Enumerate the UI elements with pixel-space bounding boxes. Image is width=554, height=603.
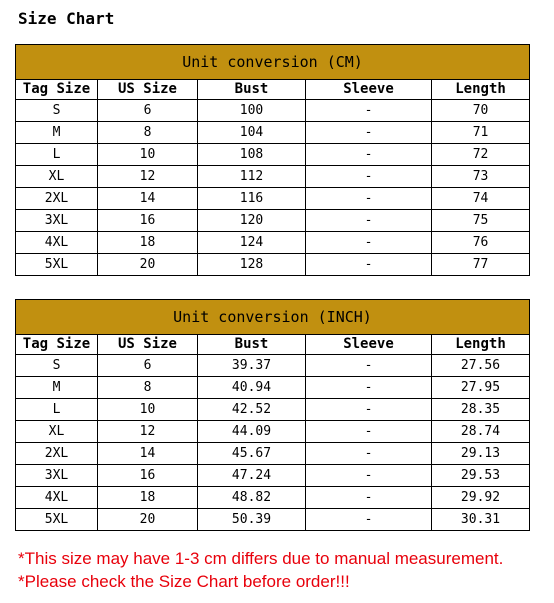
cell-sleeve: - [306, 166, 432, 188]
column-header-length: Length [432, 335, 530, 355]
cell-length: 27.95 [432, 377, 530, 399]
cell-us-size: 18 [98, 487, 198, 509]
cell-sleeve: - [306, 144, 432, 166]
cell-sleeve: - [306, 122, 432, 144]
table-row [16, 100, 530, 122]
note-measurement: *This size may have 1-3 cm differs due to manual measurement. [18, 549, 504, 568]
cell-bust: 48.82 [198, 487, 306, 509]
cell-bust: 124 [198, 232, 306, 254]
cell-tag-size: 3XL [16, 465, 98, 487]
cell-bust: 42.52 [198, 399, 306, 421]
cell-bust: 39.37 [198, 355, 306, 377]
cell-us-size: 20 [98, 509, 198, 531]
column-header-sleeve: Sleeve [306, 335, 432, 355]
table-heading-inch: Unit conversion (INCH) [16, 300, 530, 335]
cell-us-size: 14 [98, 443, 198, 465]
cell-length: 28.74 [432, 421, 530, 443]
size-table-inch [15, 299, 530, 531]
table-row [16, 377, 530, 399]
cell-tag-size: 2XL [16, 443, 98, 465]
cell-sleeve: - [306, 377, 432, 399]
column-header-tag-size: Tag Size [16, 335, 98, 355]
cell-bust: 50.39 [198, 509, 306, 531]
cell-tag-size: L [16, 399, 98, 421]
table-row [16, 254, 530, 276]
table-row [16, 487, 530, 509]
column-header-us-size: US Size [98, 335, 198, 355]
cell-tag-size: 5XL [16, 254, 98, 276]
cell-us-size: 16 [98, 210, 198, 232]
cell-length: 74 [432, 188, 530, 210]
table-row [16, 210, 530, 232]
cell-sleeve: - [306, 355, 432, 377]
cell-length: 71 [432, 122, 530, 144]
cell-length: 73 [432, 166, 530, 188]
cell-tag-size: 5XL [16, 509, 98, 531]
cell-tag-size: XL [16, 166, 98, 188]
cell-sleeve: - [306, 487, 432, 509]
cell-tag-size: 4XL [16, 232, 98, 254]
cell-sleeve: - [306, 443, 432, 465]
cell-length: 75 [432, 210, 530, 232]
cell-length: 70 [432, 100, 530, 122]
cell-length: 76 [432, 232, 530, 254]
cell-tag-size: 3XL [16, 210, 98, 232]
cell-sleeve: - [306, 399, 432, 421]
cell-us-size: 12 [98, 166, 198, 188]
cell-length: 27.56 [432, 355, 530, 377]
cell-bust: 104 [198, 122, 306, 144]
page-title: Size Chart [18, 9, 115, 28]
cell-length: 28.35 [432, 399, 530, 421]
cell-tag-size: S [16, 355, 98, 377]
cell-sleeve: - [306, 188, 432, 210]
table-row [16, 509, 530, 531]
cell-us-size: 8 [98, 377, 198, 399]
cell-bust: 108 [198, 144, 306, 166]
table-row [16, 465, 530, 487]
cell-bust: 44.09 [198, 421, 306, 443]
cell-us-size: 6 [98, 100, 198, 122]
column-header-us-size: US Size [98, 80, 198, 100]
column-header-length: Length [432, 80, 530, 100]
cell-us-size: 18 [98, 232, 198, 254]
cell-tag-size: M [16, 377, 98, 399]
table-row [16, 166, 530, 188]
table-row [16, 399, 530, 421]
table-row [16, 144, 530, 166]
cell-tag-size: XL [16, 421, 98, 443]
cell-bust: 45.67 [198, 443, 306, 465]
cell-us-size: 10 [98, 399, 198, 421]
cell-us-size: 16 [98, 465, 198, 487]
cell-sleeve: - [306, 100, 432, 122]
cell-sleeve: - [306, 232, 432, 254]
table-row [16, 443, 530, 465]
cell-us-size: 10 [98, 144, 198, 166]
cell-bust: 100 [198, 100, 306, 122]
cell-tag-size: S [16, 100, 98, 122]
column-header-sleeve: Sleeve [306, 80, 432, 100]
cell-us-size: 20 [98, 254, 198, 276]
cell-length: 30.31 [432, 509, 530, 531]
cell-bust: 120 [198, 210, 306, 232]
cell-sleeve: - [306, 210, 432, 232]
cell-us-size: 8 [98, 122, 198, 144]
cell-tag-size: 2XL [16, 188, 98, 210]
column-header-bust: Bust [198, 335, 306, 355]
cell-tag-size: 4XL [16, 487, 98, 509]
size-table-cm [15, 44, 530, 276]
cell-sleeve: - [306, 465, 432, 487]
cell-length: 77 [432, 254, 530, 276]
table-heading-cm: Unit conversion (CM) [16, 45, 530, 80]
table-row [16, 421, 530, 443]
cell-bust: 40.94 [198, 377, 306, 399]
cell-length: 29.92 [432, 487, 530, 509]
table-row [16, 232, 530, 254]
cell-sleeve: - [306, 421, 432, 443]
cell-tag-size: M [16, 122, 98, 144]
cell-sleeve: - [306, 254, 432, 276]
note-check-chart: *Please check the Size Chart before order!!! [18, 572, 350, 591]
cell-tag-size: L [16, 144, 98, 166]
table-row [16, 188, 530, 210]
cell-us-size: 14 [98, 188, 198, 210]
cell-us-size: 6 [98, 355, 198, 377]
cell-length: 29.13 [432, 443, 530, 465]
table-row [16, 122, 530, 144]
cell-us-size: 12 [98, 421, 198, 443]
column-header-bust: Bust [198, 80, 306, 100]
table-row [16, 355, 530, 377]
cell-bust: 47.24 [198, 465, 306, 487]
cell-bust: 112 [198, 166, 306, 188]
cell-bust: 128 [198, 254, 306, 276]
column-header-tag-size: Tag Size [16, 80, 98, 100]
cell-length: 29.53 [432, 465, 530, 487]
cell-sleeve: - [306, 509, 432, 531]
cell-bust: 116 [198, 188, 306, 210]
cell-length: 72 [432, 144, 530, 166]
